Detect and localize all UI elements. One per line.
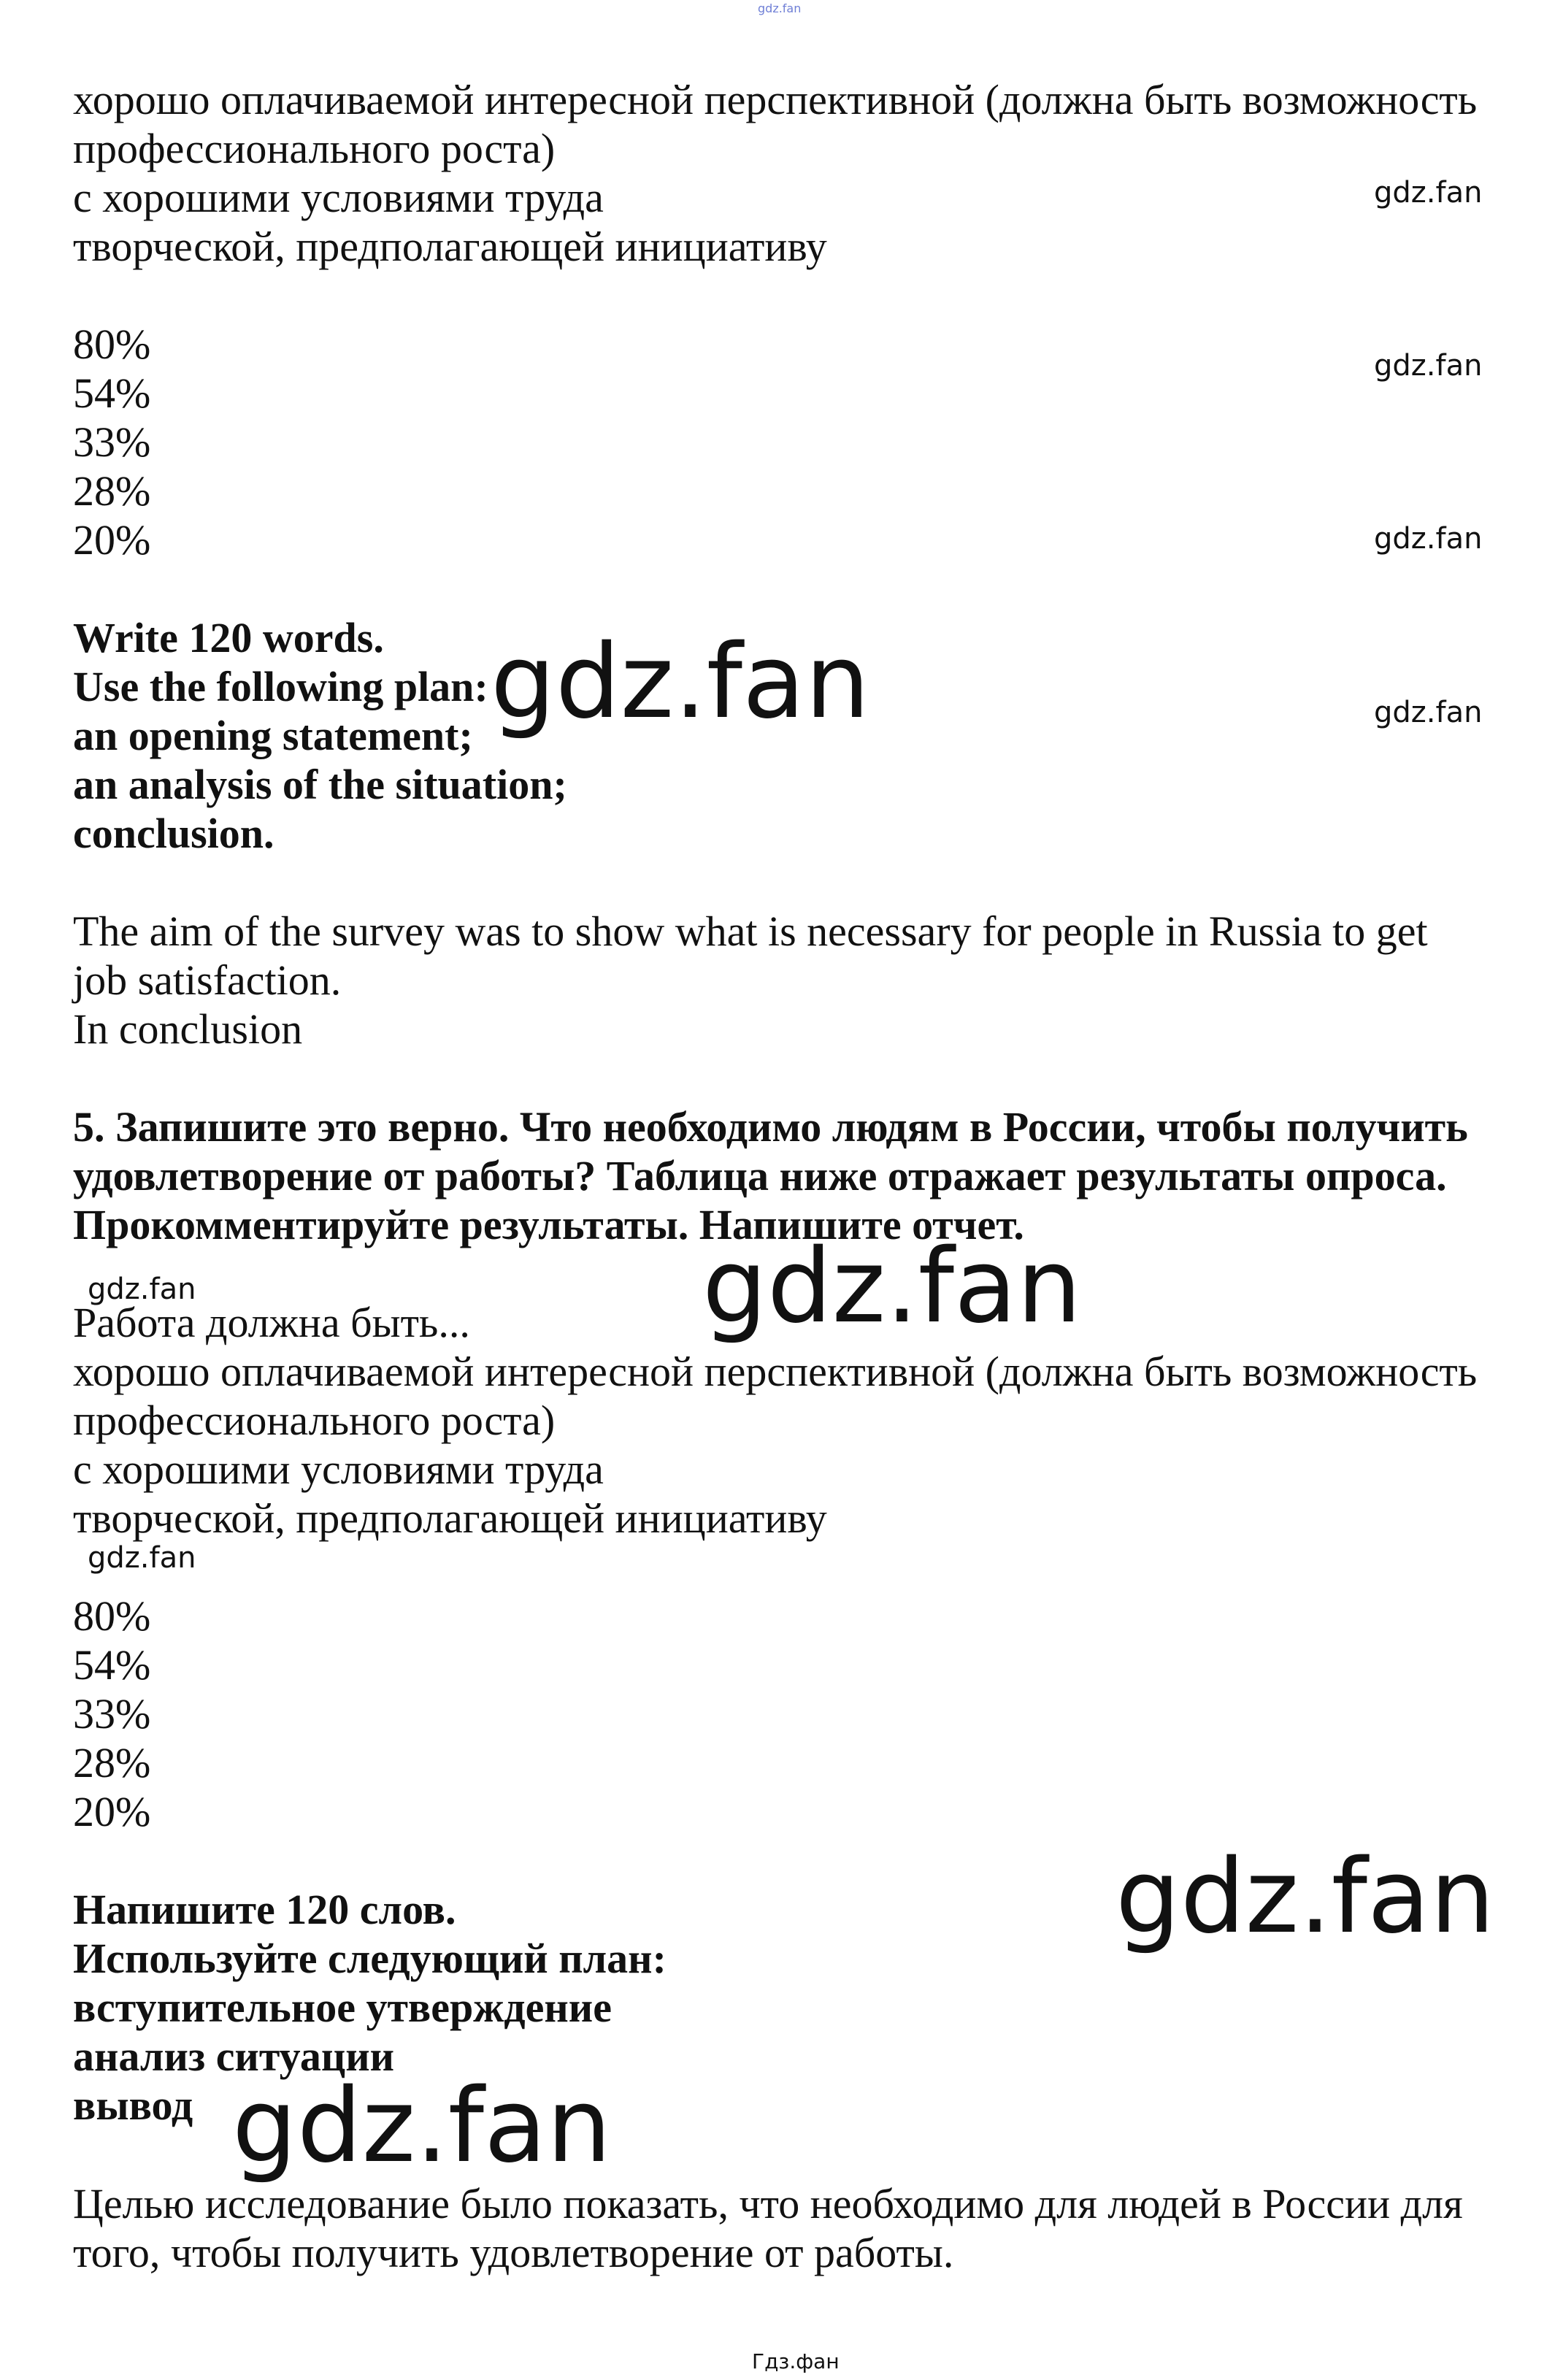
watermark-small: gdz.fan: [88, 1272, 196, 1306]
percent-5: 20%: [73, 516, 151, 564]
answer-line-3: In conclusion: [73, 1005, 303, 1053]
ru-instruction-line-2: Используйте следующий план:: [73, 1935, 667, 1982]
ru-percent-4: 28%: [73, 1739, 151, 1786]
option-line-1: хорошо оплачиваемой интересной перспективной (должна быть возможность: [73, 76, 1478, 123]
ru-option-line-2: профессионального роста): [73, 1397, 556, 1444]
watermark-big: gdz.fan: [232, 2067, 612, 2186]
watermark-big: gdz.fan: [1115, 1838, 1495, 1957]
instruction-line-1: Write 120 words.: [73, 614, 384, 661]
percent-2: 54%: [73, 369, 151, 417]
task-line-1: 5. Запишите это верно. Что необходимо людям в России, чтобы получить: [73, 1103, 1468, 1151]
ru-answer-line-2: того, чтобы получить удовлетворение от работы.: [73, 2229, 954, 2276]
ru-percent-2: 54%: [73, 1641, 151, 1689]
instruction-line-2: Use the following plan:: [73, 663, 488, 710]
instruction-line-3: an opening statement;: [73, 712, 473, 759]
task-line-3: Прокомментируйте результаты. Напишите отчет.: [73, 1201, 1024, 1248]
watermark-small: gdz.fan: [1374, 522, 1483, 556]
ru-percent-3: 33%: [73, 1690, 151, 1738]
watermark-big: gdz.fan: [702, 1227, 1082, 1346]
watermark-top: gdz.fan: [758, 1, 802, 15]
ru-option-line-1: хорошо оплачиваемой интересной перспективной (должна быть возможность: [73, 1348, 1478, 1395]
watermark-small: gdz.fan: [1374, 176, 1483, 210]
ru-instruction-line-3: вступительное утверждение: [73, 1984, 612, 2031]
watermark-small: gdz.fan: [88, 1541, 196, 1575]
answer-line-1: The aim of the survey was to show what is necessary for people in Russia to get: [73, 907, 1428, 955]
instruction-line-4: an analysis of the situation;: [73, 761, 567, 808]
ru-percent-1: 80%: [73, 1592, 151, 1640]
percent-3: 33%: [73, 418, 151, 466]
percent-4: 28%: [73, 467, 151, 515]
task-line-2: удовлетворение от работы? Таблица ниже отражает результаты опроса.: [73, 1152, 1447, 1199]
ru-option-line-3: с хорошими условиями труда: [73, 1446, 604, 1493]
watermark-small: gdz.fan: [1374, 349, 1483, 383]
ru-option-line-4: творческой, предполагающей инициативу: [73, 1494, 827, 1542]
ru-answer-line-1: Целью исследование было показать, что необходимо для людей в России для: [73, 2180, 1463, 2227]
percent-1: 80%: [73, 320, 151, 368]
option-line-3: с хорошими условиями труда: [73, 174, 604, 221]
intro-line: Работа должна быть...: [73, 1299, 470, 1346]
watermark-bottom: Гдз.фан: [752, 2349, 840, 2373]
watermark-small: gdz.fan: [1374, 696, 1483, 729]
option-line-4: творческой, предполагающей инициативу: [73, 223, 827, 270]
ru-instruction-line-4: анализ ситуации: [73, 2032, 395, 2080]
watermark-big: gdz.fan: [491, 623, 870, 742]
instruction-line-5: conclusion.: [73, 810, 274, 857]
option-line-2: профессионального роста): [73, 125, 556, 172]
ru-percent-5: 20%: [73, 1788, 151, 1835]
ru-instruction-line-1: Напишите 120 слов.: [73, 1886, 456, 1933]
answer-line-2: job satisfaction.: [73, 956, 342, 1004]
ru-instruction-line-5: вывод: [73, 2081, 193, 2129]
